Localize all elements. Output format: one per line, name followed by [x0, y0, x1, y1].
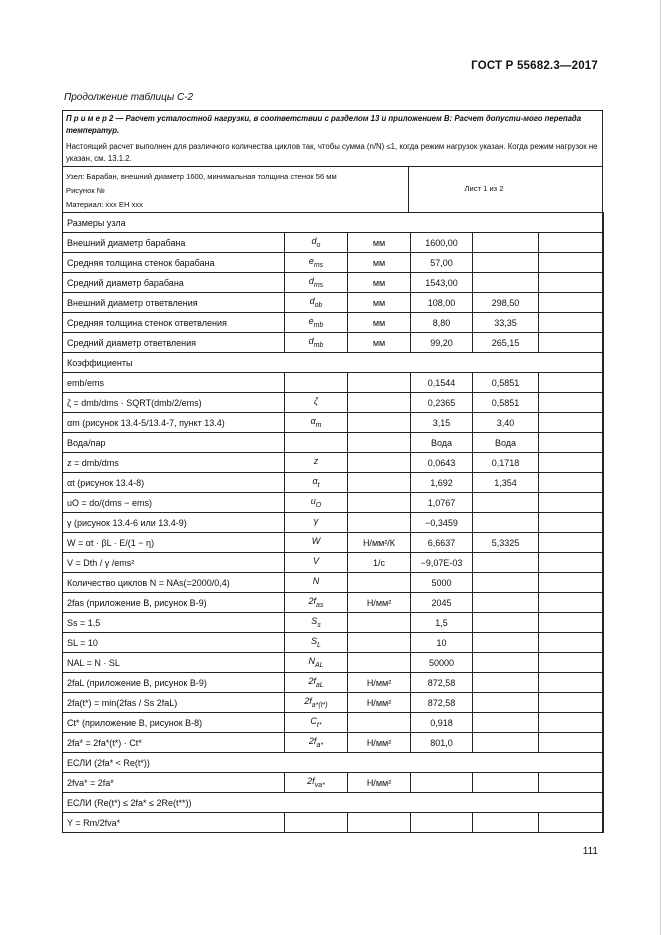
value-cell — [473, 633, 539, 653]
unit-cell — [348, 373, 411, 393]
value-cell: 10 — [411, 633, 473, 653]
calculation-table — [62, 212, 604, 833]
parameter-symbol — [285, 373, 348, 393]
value-cell: 0,918 — [411, 713, 473, 733]
value-cell — [539, 533, 604, 553]
value-cell — [539, 593, 604, 613]
example-title: П р и м е р 2 — Расчет усталостной нагрузки, в соответствии с разделом 13 и приложением В: Расчет допусти-мого перепада температур. — [66, 114, 582, 135]
parameter-symbol — [285, 333, 348, 353]
example-block — [66, 113, 598, 165]
section-heading: Размеры узла — [63, 213, 604, 233]
unit-cell — [348, 473, 411, 493]
section-row — [63, 793, 604, 813]
value-cell — [539, 293, 604, 313]
symbol-subscript: aL — [315, 681, 324, 689]
parameter-label: 2fa* = 2fa*(t*) · Ct* — [63, 733, 285, 753]
symbol-subscript: AL — [314, 661, 324, 669]
symbol-base: V — [312, 556, 319, 567]
parameter-symbol — [285, 493, 348, 513]
parameter-symbol — [285, 613, 348, 633]
unit-cell: мм — [348, 333, 411, 353]
symbol-subscript: mb — [313, 321, 324, 329]
node-info — [66, 170, 337, 212]
unit-cell: мм — [348, 273, 411, 293]
parameter-label: SL = 10 — [63, 633, 285, 653]
value-cell: 0,5851 — [473, 393, 539, 413]
table-row — [63, 313, 604, 333]
value-cell — [539, 233, 604, 253]
table-row — [63, 773, 604, 793]
unit-cell: Н/мм² — [348, 593, 411, 613]
parameter-symbol — [285, 293, 348, 313]
symbol-subscript: ms — [313, 261, 324, 269]
value-cell — [539, 673, 604, 693]
parameter-label: uO = do/(dms − ems) — [63, 493, 285, 513]
unit-cell — [348, 713, 411, 733]
parameter-label: Y = Rm/2fva* — [63, 813, 285, 833]
value-cell: 99,20 — [411, 333, 473, 353]
table-row — [63, 293, 604, 313]
unit-cell: мм — [348, 253, 411, 273]
value-cell — [539, 633, 604, 653]
symbol-base: C — [310, 716, 317, 727]
section-heading: Коэффициенты — [63, 353, 604, 373]
parameter-symbol — [285, 673, 348, 693]
value-cell: Вода — [473, 433, 539, 453]
value-cell: 108,00 — [411, 293, 473, 313]
table-row — [63, 593, 604, 613]
symbol-subscript: O — [315, 501, 322, 509]
value-cell — [539, 373, 604, 393]
parameter-symbol — [285, 573, 348, 593]
table-row — [63, 273, 604, 293]
parameter-label: Внешний диаметр ответвления — [63, 293, 285, 313]
section-row — [63, 353, 604, 373]
symbol-base: z — [313, 456, 319, 467]
value-cell: 1,5 — [411, 613, 473, 633]
value-cell — [473, 813, 539, 833]
unit-cell: 1/с — [348, 553, 411, 573]
symbol-base: 2f — [304, 696, 312, 707]
table-row — [63, 533, 604, 553]
unit-cell — [348, 813, 411, 833]
divider-line — [62, 166, 603, 167]
symbol-base: N — [308, 656, 315, 667]
parameter-label: 2fas (приложение В, рисунок В-9) — [63, 593, 285, 613]
unit-cell: мм — [348, 233, 411, 253]
value-cell: 872,58 — [411, 693, 473, 713]
symbol-base: d — [311, 236, 317, 247]
value-cell — [539, 613, 604, 633]
parameter-symbol — [285, 453, 348, 473]
unit-cell: Н/мм² — [348, 673, 411, 693]
value-cell: 5000 — [411, 573, 473, 593]
parameter-label: V = Dth / γ /ems² — [63, 553, 285, 573]
symbol-subscript: a*(t*) — [311, 701, 328, 709]
table-row — [63, 573, 604, 593]
symbol-subscript: m — [315, 421, 322, 429]
value-cell: 3,15 — [411, 413, 473, 433]
symbol-subscript: mb — [313, 341, 324, 349]
table-continuation-caption: Продолжение таблицы С-2 — [64, 92, 194, 103]
value-cell: 801,0 — [411, 733, 473, 753]
symbol-base: γ — [313, 516, 319, 527]
value-cell — [473, 673, 539, 693]
table-row — [63, 233, 604, 253]
value-cell: 0,1718 — [473, 453, 539, 473]
unit-cell — [348, 653, 411, 673]
parameter-symbol — [285, 433, 348, 453]
symbol-subscript: t* — [316, 721, 322, 729]
table-row — [63, 673, 604, 693]
symbol-subscript: t — [317, 481, 320, 489]
value-cell — [539, 733, 604, 753]
unit-cell: Н/мм² — [348, 773, 411, 793]
value-cell: 265,15 — [473, 333, 539, 353]
value-cell — [539, 653, 604, 673]
value-cell — [473, 273, 539, 293]
section-heading: ЕСЛИ (Re(t*) ≤ 2fa* ≤ 2Re(t**)) — [63, 793, 604, 813]
symbol-subscript: o — [316, 241, 321, 249]
table-row — [63, 613, 604, 633]
value-cell: 0,5851 — [473, 373, 539, 393]
symbol-base: 2f — [307, 776, 315, 787]
symbol-base: e — [308, 256, 314, 267]
symbol-subscript: va* — [314, 781, 325, 789]
unit-cell — [348, 573, 411, 593]
parameter-symbol — [285, 233, 348, 253]
value-cell: 1600,00 — [411, 233, 473, 253]
symbol-base: ζ — [313, 396, 319, 407]
symbol-subscript: L — [317, 641, 321, 649]
value-cell — [473, 713, 539, 733]
table-row — [63, 653, 604, 673]
section-row — [63, 753, 604, 773]
table-row — [63, 493, 604, 513]
parameter-symbol — [285, 533, 348, 553]
symbol-base: d — [308, 276, 314, 287]
node-sheet-divider — [408, 166, 409, 212]
parameter-label: Ss = 1,5 — [63, 613, 285, 633]
table-row — [63, 693, 604, 713]
symbol-base: α — [310, 416, 316, 427]
unit-cell — [348, 433, 411, 453]
value-cell — [473, 573, 539, 593]
parameter-symbol — [285, 513, 348, 533]
value-cell — [473, 693, 539, 713]
parameter-label: Средний диаметр барабана — [63, 273, 285, 293]
parameter-symbol — [285, 393, 348, 413]
material-label: Материал: ххх ЕН ххх — [66, 200, 143, 209]
unit-cell — [348, 413, 411, 433]
symbol-subscript: a* — [316, 741, 324, 749]
parameter-label: Средняя толщина стенок ответвления — [63, 313, 285, 333]
table-row — [63, 633, 604, 653]
table-row — [63, 333, 604, 353]
value-cell — [473, 613, 539, 633]
value-cell — [473, 253, 539, 273]
parameter-symbol — [285, 713, 348, 733]
value-cell — [473, 493, 539, 513]
parameter-label: γ (рисунок 13.4-6 или 13.4-9) — [63, 513, 285, 533]
symbol-base: W — [311, 536, 321, 547]
value-cell — [411, 813, 473, 833]
table-row — [63, 253, 604, 273]
parameter-symbol — [285, 653, 348, 673]
parameter-label: 2faL (приложение В, рисунок В-9) — [63, 673, 285, 693]
value-cell: 57,00 — [411, 253, 473, 273]
value-cell: 2045 — [411, 593, 473, 613]
unit-cell — [348, 513, 411, 533]
value-cell — [539, 413, 604, 433]
unit-cell: Н/мм²/К — [348, 533, 411, 553]
parameter-label: αm (рисунок 13.4-5/13.4-7, пункт 13.4) — [63, 413, 285, 433]
parameter-label: ζ = dmb/dms · SQRT(dmb/2/ems) — [63, 393, 285, 413]
symbol-subscript: ms — [313, 281, 324, 289]
parameter-label: Ct* (приложение В, рисунок В-8) — [63, 713, 285, 733]
symbol-base: S — [311, 616, 318, 627]
parameter-label: Вода/пар — [63, 433, 285, 453]
table-row — [63, 453, 604, 473]
section-row — [63, 213, 604, 233]
value-cell: 50000 — [411, 653, 473, 673]
parameter-symbol — [285, 473, 348, 493]
value-cell — [539, 773, 604, 793]
symbol-subscript: ob — [314, 301, 323, 309]
parameter-label: Внешний диаметр барабана — [63, 233, 285, 253]
value-cell — [473, 653, 539, 673]
value-cell — [473, 773, 539, 793]
value-cell — [411, 773, 473, 793]
symbol-base: 2f — [308, 736, 317, 747]
standard-header: ГОСТ Р 55682.3—2017 — [471, 60, 598, 72]
value-cell: Вода — [411, 433, 473, 453]
value-cell — [539, 693, 604, 713]
symbol-base: d — [309, 296, 315, 307]
parameter-symbol — [285, 273, 348, 293]
figure-label: Рисунок № — [66, 186, 105, 195]
table-row — [63, 713, 604, 733]
value-cell — [539, 513, 604, 533]
symbol-base: α — [312, 476, 318, 487]
value-cell: 872,58 — [411, 673, 473, 693]
value-cell — [473, 233, 539, 253]
value-cell — [539, 473, 604, 493]
value-cell: −0,3459 — [411, 513, 473, 533]
parameter-label: emb/ems — [63, 373, 285, 393]
unit-cell: мм — [348, 293, 411, 313]
parameter-symbol — [285, 413, 348, 433]
value-cell: 8,80 — [411, 313, 473, 333]
table-row — [63, 733, 604, 753]
value-cell — [539, 713, 604, 733]
value-cell: 1,692 — [411, 473, 473, 493]
parameter-symbol — [285, 593, 348, 613]
value-cell — [539, 273, 604, 293]
table-row — [63, 393, 604, 413]
table-row — [63, 473, 604, 493]
table-row — [63, 413, 604, 433]
unit-cell: Н/мм² — [348, 733, 411, 753]
value-cell — [539, 333, 604, 353]
unit-cell: мм — [348, 313, 411, 333]
table-row — [63, 813, 604, 833]
value-cell — [539, 453, 604, 473]
symbol-base: e — [308, 316, 314, 327]
value-cell: 5,3325 — [473, 533, 539, 553]
parameter-label: Средний диаметр ответвления — [63, 333, 285, 353]
sheet-number: Лист 1 из 2 — [464, 184, 504, 193]
value-cell — [473, 513, 539, 533]
value-cell — [473, 553, 539, 573]
value-cell: 1,354 — [473, 473, 539, 493]
section-heading: ЕСЛИ (2fa* < Re(t*)) — [63, 753, 604, 773]
node-description: Узел: Барабан, внешний диаметр 1600, минимальная толщина стенок 56 мм — [66, 172, 337, 181]
value-cell: 0,2365 — [411, 393, 473, 413]
parameter-label: NAL = N · SL — [63, 653, 285, 673]
symbol-subscript: as — [316, 601, 324, 609]
value-cell — [539, 813, 604, 833]
value-cell: 1,0767 — [411, 493, 473, 513]
unit-cell: Н/мм² — [348, 693, 411, 713]
example-note: Настоящий расчет выполнен для различного количества циклов так, чтобы сумма (n/N) ≤1, когда режим нагрузок указан. Когда режим нагрузок не указан, см. 13.1.2. — [66, 142, 598, 163]
symbol-base: 2f — [308, 596, 317, 607]
value-cell — [539, 573, 604, 593]
parameter-symbol — [285, 813, 348, 833]
value-cell: 0,0643 — [411, 453, 473, 473]
parameter-label: Количество циклов N = NAs(=2000/0,4) — [63, 573, 285, 593]
parameter-label: Средняя толщина стенок барабана — [63, 253, 285, 273]
parameter-symbol — [285, 553, 348, 573]
value-cell — [539, 313, 604, 333]
value-cell: 0,1544 — [411, 373, 473, 393]
parameter-label: W = αt · βL · E/(1 − η) — [63, 533, 285, 553]
unit-cell — [348, 493, 411, 513]
parameter-symbol — [285, 693, 348, 713]
parameter-symbol — [285, 773, 348, 793]
unit-cell — [348, 393, 411, 413]
value-cell — [539, 433, 604, 453]
value-cell: −9,07E-03 — [411, 553, 473, 573]
parameter-symbol — [285, 253, 348, 273]
value-cell: 1543,00 — [411, 273, 473, 293]
value-cell — [539, 253, 604, 273]
unit-cell — [348, 613, 411, 633]
symbol-base: 2f — [308, 676, 316, 687]
table-row — [63, 373, 604, 393]
parameter-label: 2fva* = 2fa* — [63, 773, 285, 793]
parameter-label: αt (рисунок 13.4-8) — [63, 473, 285, 493]
unit-cell — [348, 453, 411, 473]
parameter-symbol — [285, 313, 348, 333]
parameter-symbol — [285, 633, 348, 653]
value-cell: 298,50 — [473, 293, 539, 313]
symbol-base: u — [310, 496, 316, 507]
table-row — [63, 553, 604, 573]
symbol-subscript: s — [317, 621, 321, 629]
parameter-symbol — [285, 733, 348, 753]
value-cell — [539, 553, 604, 573]
value-cell — [473, 733, 539, 753]
symbol-base: N — [312, 576, 320, 587]
parameter-label: 2fa(t*) = min(2fas / Ss 2faL) — [63, 693, 285, 713]
symbol-base: S — [311, 636, 318, 647]
value-cell — [473, 593, 539, 613]
value-cell: 6,6637 — [411, 533, 473, 553]
value-cell — [539, 393, 604, 413]
table-row — [63, 513, 604, 533]
unit-cell — [348, 633, 411, 653]
parameter-label: z = dmb/dms — [63, 453, 285, 473]
value-cell: 3,40 — [473, 413, 539, 433]
symbol-base: d — [308, 336, 314, 347]
table-row — [63, 433, 604, 453]
page-number: 111 — [582, 846, 598, 857]
value-cell: 33,35 — [473, 313, 539, 333]
value-cell — [539, 493, 604, 513]
